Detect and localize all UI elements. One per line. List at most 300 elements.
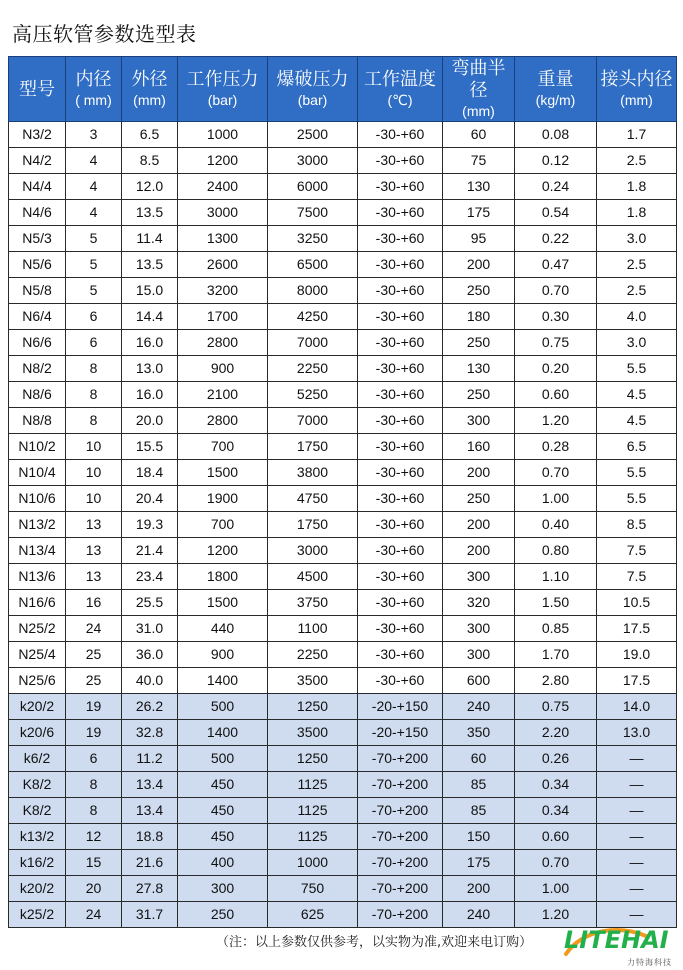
cell-bend-radius: 200 [443, 876, 515, 902]
cell-model: k25/2 [9, 902, 66, 928]
cell-outer-diameter: 13.4 [122, 798, 178, 824]
table-row [9, 772, 677, 798]
company-logo [560, 914, 678, 968]
table-row [9, 434, 677, 460]
cell-burst-pressure: 3500 [268, 668, 358, 694]
cell-working-pressure: 1700 [178, 304, 268, 330]
cell-working-pressure: 1800 [178, 564, 268, 590]
table-row [9, 850, 677, 876]
cell-model: N10/4 [9, 460, 66, 486]
table-row [9, 512, 677, 538]
cell-model: N6/4 [9, 304, 66, 330]
cell-outer-diameter: 40.0 [122, 668, 178, 694]
cell-working-pressure: 1200 [178, 148, 268, 174]
cell-working-pressure: 1300 [178, 226, 268, 252]
cell-weight: 0.24 [515, 174, 597, 200]
cell-working-temperature: -30-+60 [358, 304, 443, 330]
cell-fitting-inner-diameter: 5.5 [597, 356, 677, 382]
cell-bend-radius: 85 [443, 772, 515, 798]
cell-outer-diameter: 13.0 [122, 356, 178, 382]
cell-model: N13/6 [9, 564, 66, 590]
table-row [9, 746, 677, 772]
cell-weight: 0.47 [515, 252, 597, 278]
cell-weight: 0.70 [515, 850, 597, 876]
cell-weight: 0.12 [515, 148, 597, 174]
cell-bend-radius: 180 [443, 304, 515, 330]
cell-inner-diameter: 4 [66, 148, 122, 174]
cell-model: N5/3 [9, 226, 66, 252]
cell-weight: 0.85 [515, 616, 597, 642]
cell-working-temperature: -30-+60 [358, 382, 443, 408]
table-row [9, 382, 677, 408]
cell-burst-pressure: 3000 [268, 148, 358, 174]
cell-working-pressure: 400 [178, 850, 268, 876]
cell-model: N10/6 [9, 486, 66, 512]
cell-inner-diameter: 16 [66, 590, 122, 616]
cell-model: N10/2 [9, 434, 66, 460]
cell-working-temperature: -30-+60 [358, 590, 443, 616]
cell-working-temperature: -20-+150 [358, 694, 443, 720]
cell-weight: 1.10 [515, 564, 597, 590]
cell-working-temperature: -30-+60 [358, 122, 443, 148]
cell-bend-radius: 320 [443, 590, 515, 616]
cell-burst-pressure: 1125 [268, 798, 358, 824]
cell-working-temperature: -30-+60 [358, 278, 443, 304]
footnote: （注：以上参数仅供参考，以实物为准,欢迎来电订购） [216, 935, 533, 950]
cell-burst-pressure: 1000 [268, 850, 358, 876]
cell-inner-diameter: 13 [66, 564, 122, 590]
cell-inner-diameter: 4 [66, 200, 122, 226]
cell-model: N5/8 [9, 278, 66, 304]
cell-burst-pressure: 5250 [268, 382, 358, 408]
cell-outer-diameter: 23.4 [122, 564, 178, 590]
cell-inner-diameter: 8 [66, 382, 122, 408]
header-model: 型号 [9, 57, 66, 122]
cell-working-temperature: -30-+60 [358, 538, 443, 564]
table-row [9, 304, 677, 330]
cell-outer-diameter: 31.0 [122, 616, 178, 642]
cell-bend-radius: 95 [443, 226, 515, 252]
cell-inner-diameter: 8 [66, 772, 122, 798]
cell-model: N25/4 [9, 642, 66, 668]
cell-working-pressure: 2100 [178, 382, 268, 408]
header-outer-diameter: 外径 (mm) [122, 57, 178, 122]
cell-weight: 0.20 [515, 356, 597, 382]
cell-fitting-inner-diameter: 4.0 [597, 304, 677, 330]
cell-inner-diameter: 24 [66, 616, 122, 642]
cell-working-pressure: 2800 [178, 408, 268, 434]
cell-burst-pressure: 1750 [268, 512, 358, 538]
cell-outer-diameter: 11.2 [122, 746, 178, 772]
cell-working-temperature: -30-+60 [358, 200, 443, 226]
cell-model: N25/2 [9, 616, 66, 642]
cell-fitting-inner-diameter: — [597, 902, 677, 928]
table-row [9, 122, 677, 148]
cell-fitting-inner-diameter: 7.5 [597, 538, 677, 564]
cell-working-pressure: 900 [178, 356, 268, 382]
cell-weight: 1.00 [515, 486, 597, 512]
cell-working-pressure: 700 [178, 512, 268, 538]
cell-bend-radius: 175 [443, 200, 515, 226]
cell-outer-diameter: 15.0 [122, 278, 178, 304]
cell-bend-radius: 85 [443, 798, 515, 824]
cell-inner-diameter: 4 [66, 174, 122, 200]
cell-model: N13/4 [9, 538, 66, 564]
header-working-pressure: 工作压力 (bar) [178, 57, 268, 122]
cell-model: N25/6 [9, 668, 66, 694]
cell-outer-diameter: 20.4 [122, 486, 178, 512]
cell-outer-diameter: 8.5 [122, 148, 178, 174]
cell-working-temperature: -30-+60 [358, 434, 443, 460]
cell-weight: 0.70 [515, 460, 597, 486]
cell-working-temperature: -70-+200 [358, 772, 443, 798]
cell-outer-diameter: 13.4 [122, 772, 178, 798]
cell-inner-diameter: 8 [66, 798, 122, 824]
cell-model: N8/2 [9, 356, 66, 382]
cell-working-pressure: 3000 [178, 200, 268, 226]
cell-fitting-inner-diameter: 6.5 [597, 434, 677, 460]
cell-weight: 0.28 [515, 434, 597, 460]
cell-outer-diameter: 6.5 [122, 122, 178, 148]
cell-outer-diameter: 13.5 [122, 200, 178, 226]
cell-model: k16/2 [9, 850, 66, 876]
table-row [9, 616, 677, 642]
cell-inner-diameter: 20 [66, 876, 122, 902]
cell-model: k20/2 [9, 876, 66, 902]
cell-burst-pressure: 1250 [268, 746, 358, 772]
cell-working-temperature: -30-+60 [358, 486, 443, 512]
cell-fitting-inner-diameter: 4.5 [597, 408, 677, 434]
cell-fitting-inner-diameter: 17.5 [597, 616, 677, 642]
cell-model: N13/2 [9, 512, 66, 538]
cell-weight: 0.75 [515, 694, 597, 720]
cell-outer-diameter: 18.4 [122, 460, 178, 486]
table-row [9, 538, 677, 564]
cell-outer-diameter: 16.0 [122, 382, 178, 408]
cell-working-pressure: 2600 [178, 252, 268, 278]
table-row [9, 642, 677, 668]
cell-working-temperature: -30-+60 [358, 460, 443, 486]
cell-model: N16/6 [9, 590, 66, 616]
cell-bend-radius: 200 [443, 252, 515, 278]
cell-outer-diameter: 21.6 [122, 850, 178, 876]
cell-model: K8/2 [9, 798, 66, 824]
cell-fitting-inner-diameter: 1.8 [597, 200, 677, 226]
cell-weight: 0.70 [515, 278, 597, 304]
parameter-table [8, 56, 677, 928]
cell-bend-radius: 250 [443, 486, 515, 512]
cell-working-pressure: 3200 [178, 278, 268, 304]
cell-bend-radius: 200 [443, 460, 515, 486]
table-row [9, 408, 677, 434]
cell-inner-diameter: 5 [66, 252, 122, 278]
cell-working-pressure: 1400 [178, 668, 268, 694]
logo-subtitle: 力特海科技 [627, 958, 672, 967]
header-fitting-inner-diameter: 接头内径 (mm) [597, 57, 677, 122]
cell-weight: 0.60 [515, 382, 597, 408]
cell-bend-radius: 300 [443, 616, 515, 642]
cell-burst-pressure: 2500 [268, 122, 358, 148]
cell-working-temperature: -30-+60 [358, 226, 443, 252]
cell-outer-diameter: 19.3 [122, 512, 178, 538]
cell-bend-radius: 240 [443, 694, 515, 720]
cell-bend-radius: 200 [443, 538, 515, 564]
cell-weight: 2.80 [515, 668, 597, 694]
cell-outer-diameter: 32.8 [122, 720, 178, 746]
cell-burst-pressure: 3800 [268, 460, 358, 486]
cell-model: k13/2 [9, 824, 66, 850]
cell-burst-pressure: 3750 [268, 590, 358, 616]
cell-weight: 0.26 [515, 746, 597, 772]
cell-outer-diameter: 36.0 [122, 642, 178, 668]
cell-fitting-inner-diameter: — [597, 850, 677, 876]
cell-bend-radius: 60 [443, 746, 515, 772]
parameter-table-wrapper [8, 56, 676, 928]
cell-weight: 1.20 [515, 902, 597, 928]
cell-fitting-inner-diameter: — [597, 824, 677, 850]
table-title: 高压软管参数选型表 [12, 22, 197, 46]
cell-working-temperature: -30-+60 [358, 512, 443, 538]
cell-fitting-inner-diameter: — [597, 746, 677, 772]
cell-weight: 1.50 [515, 590, 597, 616]
header-weight: 重量 (kg/m) [515, 57, 597, 122]
cell-working-pressure: 1900 [178, 486, 268, 512]
cell-bend-radius: 300 [443, 564, 515, 590]
cell-working-temperature: -30-+60 [358, 356, 443, 382]
cell-working-pressure: 450 [178, 798, 268, 824]
cell-working-temperature: -70-+200 [358, 850, 443, 876]
cell-working-temperature: -70-+200 [358, 824, 443, 850]
cell-working-temperature: -30-+60 [358, 330, 443, 356]
cell-inner-diameter: 25 [66, 668, 122, 694]
cell-model: k20/6 [9, 720, 66, 746]
cell-model: k20/2 [9, 694, 66, 720]
cell-bend-radius: 250 [443, 382, 515, 408]
table-row [9, 252, 677, 278]
cell-outer-diameter: 16.0 [122, 330, 178, 356]
cell-burst-pressure: 1125 [268, 824, 358, 850]
cell-fitting-inner-diameter: 8.5 [597, 512, 677, 538]
cell-burst-pressure: 6000 [268, 174, 358, 200]
cell-model: K8/2 [9, 772, 66, 798]
cell-burst-pressure: 4250 [268, 304, 358, 330]
cell-fitting-inner-diameter: 3.0 [597, 330, 677, 356]
table-row [9, 876, 677, 902]
cell-working-temperature: -20-+150 [358, 720, 443, 746]
table-row [9, 824, 677, 850]
cell-weight: 0.34 [515, 798, 597, 824]
cell-inner-diameter: 8 [66, 356, 122, 382]
cell-outer-diameter: 15.5 [122, 434, 178, 460]
cell-weight: 2.20 [515, 720, 597, 746]
cell-bend-radius: 300 [443, 408, 515, 434]
cell-working-pressure: 300 [178, 876, 268, 902]
cell-fitting-inner-diameter: 10.5 [597, 590, 677, 616]
cell-working-pressure: 700 [178, 434, 268, 460]
cell-weight: 0.75 [515, 330, 597, 356]
cell-fitting-inner-diameter: 7.5 [597, 564, 677, 590]
cell-working-pressure: 2800 [178, 330, 268, 356]
cell-bend-radius: 130 [443, 356, 515, 382]
cell-bend-radius: 250 [443, 278, 515, 304]
cell-weight: 0.34 [515, 772, 597, 798]
cell-burst-pressure: 1250 [268, 694, 358, 720]
cell-model: N8/6 [9, 382, 66, 408]
cell-fitting-inner-diameter: 2.5 [597, 252, 677, 278]
cell-outer-diameter: 26.2 [122, 694, 178, 720]
table-row [9, 486, 677, 512]
cell-working-pressure: 1500 [178, 460, 268, 486]
cell-inner-diameter: 10 [66, 460, 122, 486]
cell-working-pressure: 500 [178, 746, 268, 772]
cell-burst-pressure: 7000 [268, 408, 358, 434]
cell-inner-diameter: 6 [66, 746, 122, 772]
cell-model: N4/2 [9, 148, 66, 174]
cell-weight: 0.40 [515, 512, 597, 538]
cell-bend-radius: 300 [443, 642, 515, 668]
cell-burst-pressure: 3000 [268, 538, 358, 564]
table-row [9, 694, 677, 720]
cell-inner-diameter: 19 [66, 720, 122, 746]
cell-working-pressure: 1500 [178, 590, 268, 616]
cell-inner-diameter: 6 [66, 304, 122, 330]
table-row [9, 226, 677, 252]
cell-weight: 0.60 [515, 824, 597, 850]
cell-inner-diameter: 10 [66, 434, 122, 460]
cell-model: N8/8 [9, 408, 66, 434]
cell-working-temperature: -30-+60 [358, 252, 443, 278]
cell-burst-pressure: 7500 [268, 200, 358, 226]
cell-outer-diameter: 13.5 [122, 252, 178, 278]
cell-inner-diameter: 25 [66, 642, 122, 668]
table-row [9, 590, 677, 616]
cell-outer-diameter: 25.5 [122, 590, 178, 616]
cell-burst-pressure: 1125 [268, 772, 358, 798]
logo-wordmark: LITEHAI [564, 926, 669, 954]
cell-working-temperature: -30-+60 [358, 616, 443, 642]
cell-working-pressure: 2400 [178, 174, 268, 200]
header-working-temperature: 工作温度 (℃) [358, 57, 443, 122]
cell-inner-diameter: 13 [66, 538, 122, 564]
cell-working-pressure: 450 [178, 772, 268, 798]
header-inner-diameter: 内径 ( mm) [66, 57, 122, 122]
cell-burst-pressure: 8000 [268, 278, 358, 304]
cell-burst-pressure: 750 [268, 876, 358, 902]
table-row [9, 330, 677, 356]
cell-model: k6/2 [9, 746, 66, 772]
cell-fitting-inner-diameter: 3.0 [597, 226, 677, 252]
cell-model: N6/6 [9, 330, 66, 356]
cell-model: N5/6 [9, 252, 66, 278]
table-row [9, 148, 677, 174]
cell-working-temperature: -30-+60 [358, 148, 443, 174]
cell-bend-radius: 350 [443, 720, 515, 746]
table-body [9, 122, 677, 928]
cell-burst-pressure: 625 [268, 902, 358, 928]
cell-bend-radius: 200 [443, 512, 515, 538]
cell-model: N3/2 [9, 122, 66, 148]
cell-burst-pressure: 1750 [268, 434, 358, 460]
cell-inner-diameter: 12 [66, 824, 122, 850]
cell-working-temperature: -30-+60 [358, 642, 443, 668]
cell-model: N4/6 [9, 200, 66, 226]
cell-weight: 0.22 [515, 226, 597, 252]
cell-inner-diameter: 19 [66, 694, 122, 720]
cell-burst-pressure: 4500 [268, 564, 358, 590]
cell-working-temperature: -70-+200 [358, 876, 443, 902]
cell-working-pressure: 1000 [178, 122, 268, 148]
cell-burst-pressure: 1100 [268, 616, 358, 642]
table-row [9, 278, 677, 304]
cell-bend-radius: 600 [443, 668, 515, 694]
cell-weight: 1.00 [515, 876, 597, 902]
cell-weight: 0.54 [515, 200, 597, 226]
cell-fitting-inner-diameter: — [597, 772, 677, 798]
header-bend-radius: 弯曲半径 (mm) [443, 57, 515, 122]
cell-outer-diameter: 14.4 [122, 304, 178, 330]
cell-outer-diameter: 27.8 [122, 876, 178, 902]
cell-burst-pressure: 2250 [268, 642, 358, 668]
cell-bend-radius: 75 [443, 148, 515, 174]
cell-working-pressure: 440 [178, 616, 268, 642]
cell-burst-pressure: 7000 [268, 330, 358, 356]
table-row [9, 200, 677, 226]
cell-model: N4/4 [9, 174, 66, 200]
cell-working-pressure: 500 [178, 694, 268, 720]
cell-fitting-inner-diameter: 17.5 [597, 668, 677, 694]
cell-working-temperature: -70-+200 [358, 746, 443, 772]
cell-working-pressure: 250 [178, 902, 268, 928]
cell-inner-diameter: 15 [66, 850, 122, 876]
cell-outer-diameter: 21.4 [122, 538, 178, 564]
cell-fitting-inner-diameter: 4.5 [597, 382, 677, 408]
cell-inner-diameter: 8 [66, 408, 122, 434]
cell-burst-pressure: 2250 [268, 356, 358, 382]
cell-outer-diameter: 18.8 [122, 824, 178, 850]
cell-bend-radius: 175 [443, 850, 515, 876]
cell-fitting-inner-diameter: 1.8 [597, 174, 677, 200]
cell-fitting-inner-diameter: 13.0 [597, 720, 677, 746]
cell-weight: 1.70 [515, 642, 597, 668]
cell-fitting-inner-diameter: 2.5 [597, 278, 677, 304]
cell-outer-diameter: 11.4 [122, 226, 178, 252]
cell-outer-diameter: 31.7 [122, 902, 178, 928]
cell-inner-diameter: 13 [66, 512, 122, 538]
cell-burst-pressure: 3500 [268, 720, 358, 746]
cell-inner-diameter: 6 [66, 330, 122, 356]
cell-inner-diameter: 3 [66, 122, 122, 148]
cell-bend-radius: 60 [443, 122, 515, 148]
cell-weight: 0.08 [515, 122, 597, 148]
cell-working-temperature: -30-+60 [358, 668, 443, 694]
cell-outer-diameter: 12.0 [122, 174, 178, 200]
cell-fitting-inner-diameter: 19.0 [597, 642, 677, 668]
cell-working-pressure: 1400 [178, 720, 268, 746]
cell-fitting-inner-diameter: 5.5 [597, 460, 677, 486]
table-row [9, 356, 677, 382]
header-burst-pressure: 爆破压力 (bar) [268, 57, 358, 122]
cell-fitting-inner-diameter: 1.7 [597, 122, 677, 148]
cell-working-temperature: -70-+200 [358, 798, 443, 824]
cell-bend-radius: 250 [443, 330, 515, 356]
table-row [9, 668, 677, 694]
cell-burst-pressure: 4750 [268, 486, 358, 512]
table-row [9, 798, 677, 824]
table-row [9, 564, 677, 590]
cell-fitting-inner-diameter: — [597, 798, 677, 824]
cell-weight: 0.80 [515, 538, 597, 564]
cell-fitting-inner-diameter: 2.5 [597, 148, 677, 174]
